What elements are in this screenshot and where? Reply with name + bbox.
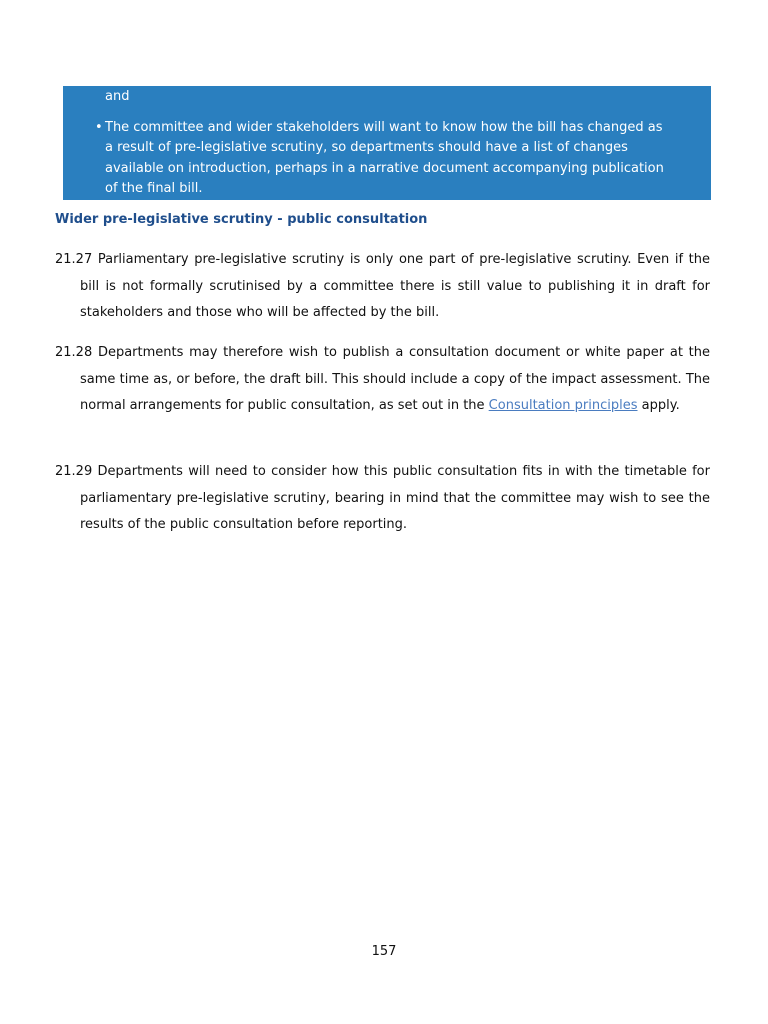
paragraph-21-27 [55, 247, 710, 327]
callout-continuation-text: and [105, 89, 130, 104]
paragraph-text-end: apply. [641, 398, 680, 414]
consultation-principles-link[interactable]: Consultation principles [488, 398, 638, 414]
paragraph-text: Parliamentary pre-legislative scrutiny is only one part of pre-legislative scrutiny. Even if the bill is not formally scrutinised by a committee there is still value to publishing it in draft for stakeholders and those who will be affected by the bill. [80, 252, 710, 321]
section-heading: Wider pre-legislative scrutiny - public consultation [55, 212, 428, 227]
paragraph-number: 21.29 [55, 464, 93, 479]
paragraph-21-28 [55, 340, 710, 420]
paragraph-number: 21.27 [55, 252, 93, 267]
paragraph-21-29 [55, 459, 710, 539]
page-number: 157 [371, 944, 397, 959]
callout-box [63, 86, 711, 200]
paragraph-text: Departments will need to consider how this public consultation fits in with the timetable for parliamentary pre-legislative scrutiny, bearing in mind that the committee may wish to see the results of the public consultation before reporting. [80, 464, 710, 533]
paragraph-text: Departments may therefore wish to publish a consultation document or white paper at the same time as, or before, the draft bill. This should include a copy of the impact assessment. The normal arrangements for public consultation, as set out in the [80, 345, 710, 414]
callout-bullet-text: The committee and wider stakeholders will want to know how the bill has changed as a result of pre-legislative scrutiny, so departments should have a list of changes available on introduction, perhaps in a narrative document accompanying publication of the final bill. [105, 120, 664, 196]
bullet-icon: • [95, 120, 103, 135]
paragraph-number: 21.28 [55, 345, 93, 360]
callout-bullet-item [95, 118, 671, 199]
